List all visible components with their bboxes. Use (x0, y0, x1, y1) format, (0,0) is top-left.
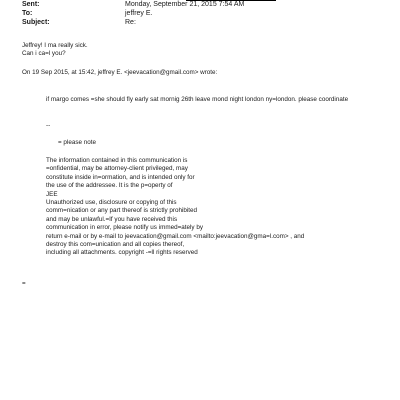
disclaimer (46, 157, 304, 258)
disclaimer-line: communication in error, please notify us immed=ately by (46, 224, 203, 232)
disclaimer-line: constitute inside in=ormation, and is intended only for (46, 173, 195, 181)
disclaimer-line: including all attachments. copyright -=ll rights reserved (46, 249, 198, 257)
reply-line: Jeffrey! I ma really sick. (22, 42, 88, 49)
disclaimer-line: Unauthorized use, disclosure or copying of this (46, 199, 177, 207)
subject-label: Subject: (22, 19, 50, 26)
disclaimer-line: JEE (46, 190, 58, 198)
please-note: = please note (58, 139, 96, 146)
sent-label: Sent: (22, 1, 40, 8)
disclaimer-line: comm=nication or any part thereof is strictly prohibited (46, 207, 198, 215)
trailing-mark: = (22, 280, 26, 287)
to-value: jeffrey E. (125, 10, 153, 17)
disclaimer-line: =onfidential, may be attorney-client privileged, may (46, 165, 188, 173)
quote-intro: On 19 Sep 2015, at 15:42, jeffrey E. <jeevacation@gmail.com> wrote: (22, 69, 218, 76)
subject-value: Re: (125, 19, 136, 26)
reply-body (22, 42, 88, 59)
signature-dashes: -- (46, 122, 51, 129)
disclaimer-line: destroy this com=unication and all copies thereof, (46, 241, 185, 249)
disclaimer-line: the use of the addressee. It is the p=operty of (46, 182, 173, 190)
quoted-message: if margo comes =she should fly early sat mornig 26th leave mond night london ny=london. please coordinate (46, 96, 349, 103)
disclaimer-line: and may be unlawful.=If you have received this (46, 215, 178, 223)
disclaimer-line: return e-mail or by e-mail to jeevacation@gmail.com <mailto:jeevacation@gma=l.com> , and (46, 232, 305, 240)
disclaimer-line: The information contained in this communication is (46, 157, 188, 164)
email-header (22, 0, 392, 30)
sent-value: Monday, September 21, 2015 7:54 AM (125, 1, 245, 8)
reply-line: Can i ca=l you? (22, 50, 66, 58)
to-label: To: (22, 10, 33, 17)
